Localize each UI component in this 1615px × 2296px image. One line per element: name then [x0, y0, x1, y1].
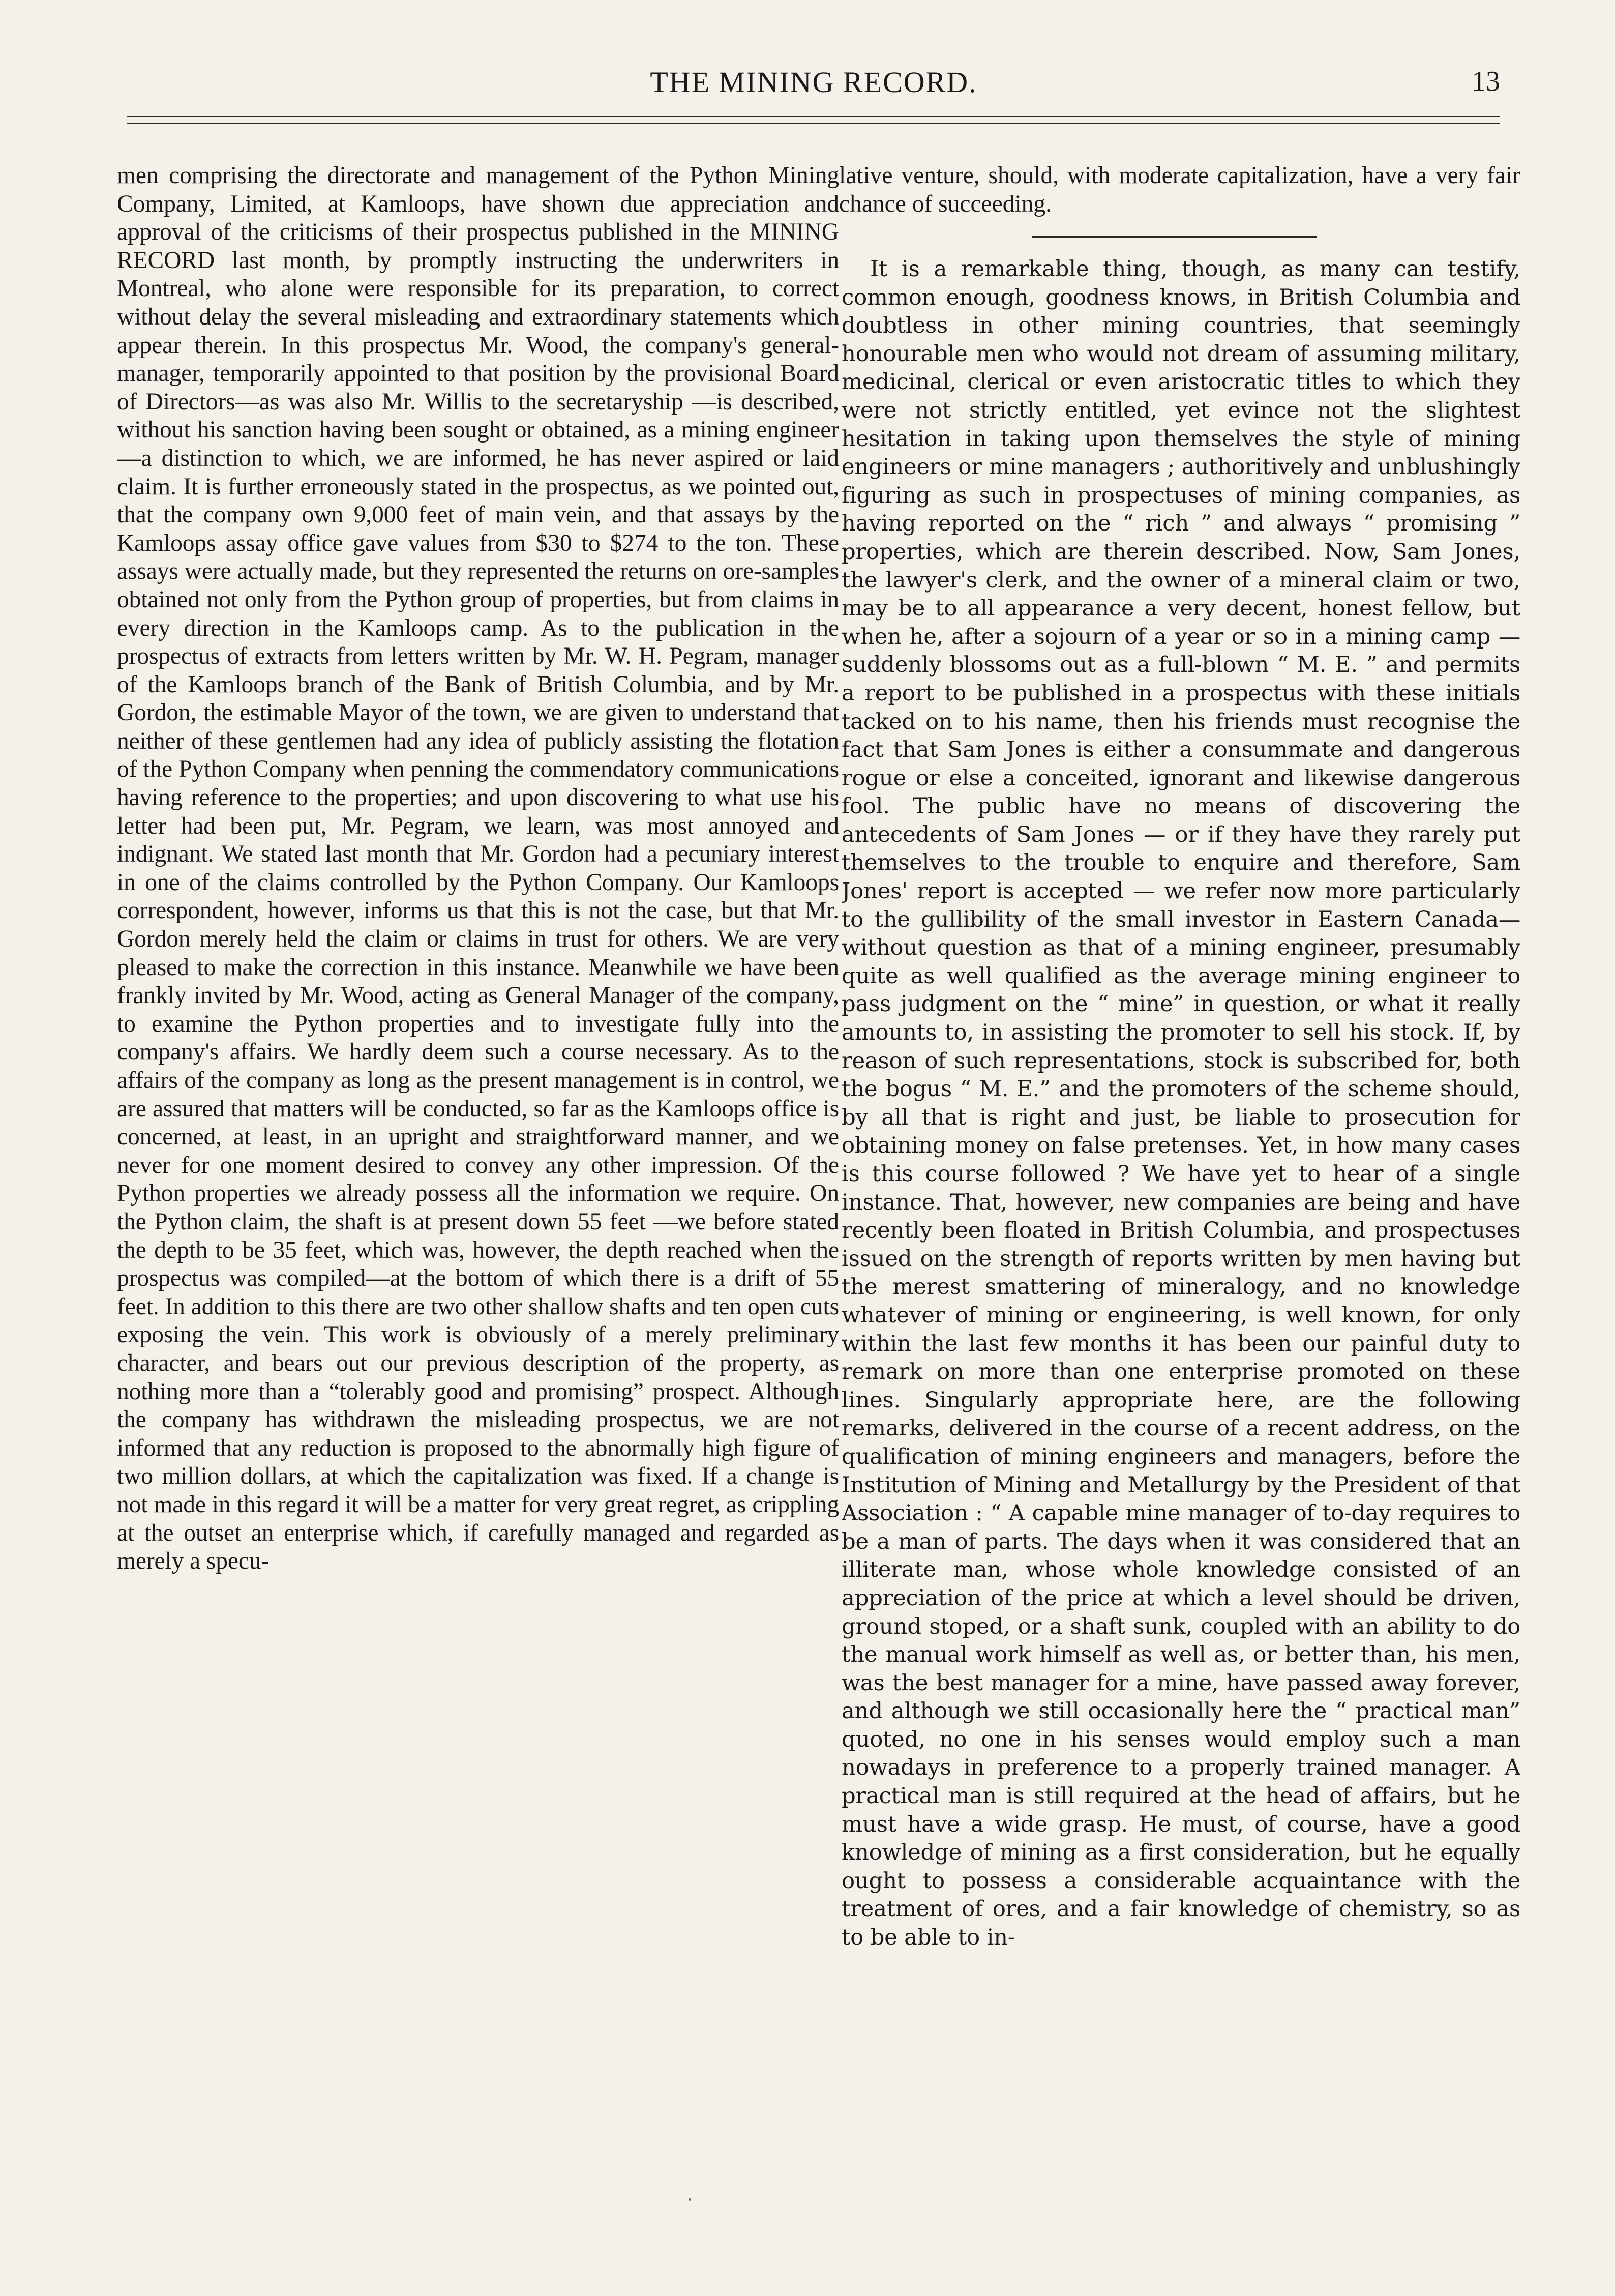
- editorial-paragraph: It is a remarkable thing, though, as many can testify, common enough, goodness knows, in British Columbia and doubtless in other mining countries, that seemingly honourable men who would not dream of assuming military, medicinal, clerical or even aristocratic titles to which they were not strictly entitled, yet evince not the slightest hesitation in taking upon themselves the style of mining engineers or mine managers ; authoritively and unblushingly figuring as such in prospectuses of mining companies, as having reported on the “ rich ” and always “ promising ” properties, which are therein described. Now, Sam Jones, the lawyer's clerk, and the owner of a mineral claim or two, may be to all appearance a very decent, honest fellow, but when he, after a sojourn of a year or so in a mining camp — suddenly blossoms out as a full-blown “ M. E. ” and permits a report to be published in a prospectus with these initials tacked on to his name, then his friends must recognise the fact that Sam Jones is either a consummate and dangerous rogue or else a conceited, ignorant and likewise dangerous fool. The public have no means of discovering the antecedents of Sam Jones — or if they have they rarely put themselves to the trouble to enquire and therefore, Sam Jones' report is accepted — we refer now more particularly to the gullibility of the small investor in Eastern Canada—without question as that of a mining engineer, presumably quite as well qualified as the average mining engineer to pass judgment on the “ mine” in question, or what it really amounts to, in assisting the promoter to sell his stock. If, by reason of such representations, stock is subscribed for, both the bogus “ M. E.” and the promoters of the scheme should, by all that is right and just, be liable to prosecution for obtaining money on false pretenses. Yet, in how many cases is this course followed ? We have yet to hear of a single instance. That, however, new companies are being and have recently been floated in British Columbia, and prospectuses issued on the strength of reports written by men having but the merest smattering of mineralogy, and no knowledge whatever of mining or engineering, is well known, for only within the last few months it has been our painful duty to remark on more than one enterprise promoted on these lines. Singularly appropriate here, are the following remarks, delivered in the course of a recent address, on the qualification of mining engineers and managers, before the Institution of Mining and Metallurgy by the President of that Association : “ A capable mine manager of to-day requires to be a man of parts. The days when it was considered that an illiterate man, whose whole knowledge consisted of an appreciation of the price at which a level should be driven, ground stoped, or a shaft sunk, coupled with an ability to do the manual work himself as well as, or better than, his men, was the best manager for a mine, have passed away forever, and although we still occasionally here the “ practical man” quoted, no one in his senses would employ such a man nowadays in preference to a properly trained manager. A practical man is still required at the head of affairs, but he must have a wide grasp. He must, of course, have a good knowledge of mining as a first consideration, but he equally ought to possess a considerable acquaintance with the treatment of ores, and a fair knowledge of chemistry, so as to be able to in-: [842, 256, 1520, 1951]
- right-column-continuation: [839, 162, 1520, 223]
- page-number: 13: [1472, 66, 1500, 97]
- left-column: [117, 162, 839, 2247]
- continuation-text: lative venture, should, with moderate capitalization, have a very fair chance of succeeding.: [839, 162, 1520, 217]
- section-divider: [1032, 236, 1317, 238]
- publication-title: THE MINING RECORD.: [650, 66, 977, 99]
- page-header: [127, 65, 1500, 111]
- ink-speck: [689, 2198, 691, 2201]
- right-column: [842, 255, 1520, 2219]
- header-rule-secondary: [127, 123, 1500, 124]
- header-rule: [127, 116, 1500, 117]
- left-column-text: men comprising the directorate and management of the Python Mining Company, Limited, at Kamloops, have shown due appreciation and approval of the criticisms of their prospectus published in the MINING RECORD last month, by promptly instructing the underwriters in Montreal, who alone were responsible for its preparation, to correct without delay the several misleading and extraordinary statements which appear therein. In this prospectus Mr. Wood, the company's general-manager, temporarily appointed to that position by the provisional Board of Directors—as was also Mr. Willis to the secretaryship —is described, without his sanction having been sought or obtained, as a mining engineer—a distinction to which, we are informed, he has never aspired or laid claim. It is further erroneously stated in the prospectus, as we pointed out, that the company own 9,000 feet of main vein, and that assays by the Kamloops assay office gave values from $30 to $274 to the ton. These assays were actually made, but they represented the returns on ore-samples obtained not only from the Python group of properties, but from claims in every direction in the Kamloops camp. As to the publication in the prospectus of extracts from letters written by Mr. W. H. Pegram, manager of the Kamloops branch of the Bank of British Columbia, and by Mr. Gordon, the estimable Mayor of the town, we are given to understand that neither of these gentlemen had any idea of publicly assisting the flotation of the Python Company when penning the commendatory communications having reference to the properties; and upon discovering to what use his letter had been put, Mr. Pegram, we learn, was most annoyed and indignant. We stated last month that Mr. Gordon had a pecuniary interest in one of the claims controlled by the Python Company. Our Kamloops correspondent, however, informs us that this is not the case, but that Mr. Gordon merely held the claim or claims in trust for others. We are very pleased to make the correction in this instance. Meanwhile we have been frankly invited by Mr. Wood, acting as General Manager of the company, to examine the Python properties and to investigate fully into the company's affairs. We hardly deem such a course necessary. As to the affairs of the company as long as the present management is in control, we are assured that matters will be conducted, so far as the Kamloops office is concerned, at least, in an upright and straightforward manner, and we never for one moment desired to convey any other impression. Of the Python properties we already possess all the information we require. On the Python claim, the shaft is at present down 55 feet —we before stated the depth to be 35 feet, which was, however, the depth reached when the prospectus was compiled—at the bottom of which there is a drift of 55 feet. In addition to this there are two other shallow shafts and ten open cuts exposing the vein. This work is obviously of a merely preliminary character, and bears out our previous description of the property, as nothing more than a “tolerably good and promising” prospect. Although the company has withdrawn the misleading prospectus, we are not informed that any reduction is proposed to the abnormally high figure of two million dollars, at which the capitalization was fixed. If a change is not made in this regard it will be a matter for very great regret, as crippling at the outset an enterprise which, if carefully managed and regarded as merely a specu-: [117, 162, 839, 1575]
